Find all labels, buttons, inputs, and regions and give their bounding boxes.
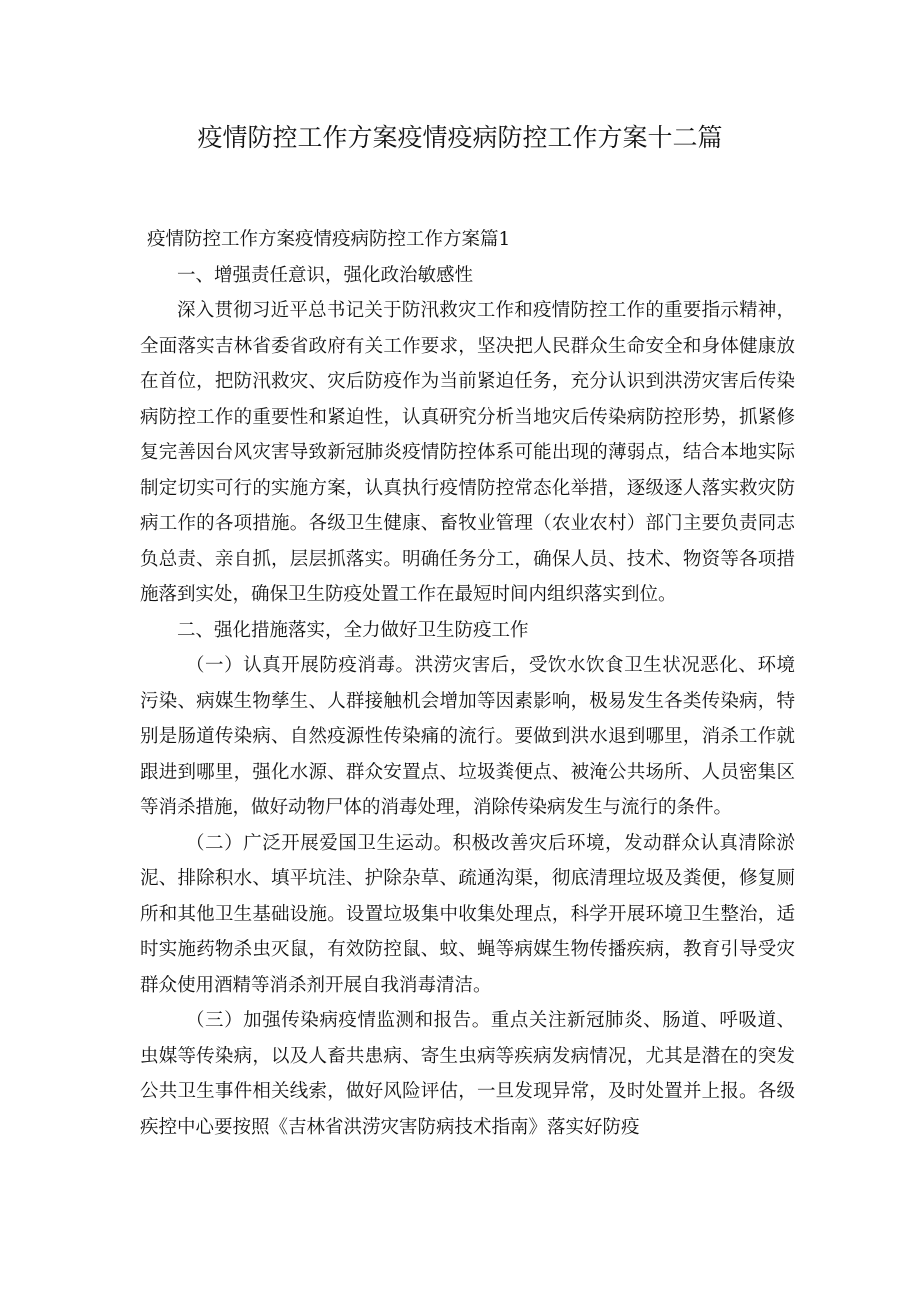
section-heading-2: 二、强化措施落实，全力做好卫生防疫工作 (177, 619, 529, 641)
paragraph-2: （一）认真开展防疫消毒。洪涝灾害后，受饮水饮食卫生状况恶化、环境污染、病媒生物孳生、人群接触机会增加等因素影响，极易发生各类传染病，特别是肠道传染病、自然疫源性传染痛的流行。要做到洪水退到哪里，消杀工作就跟进到哪里，强化水源、群众安置点、垃圾粪便点、被淹公共场所、人员密集区等消杀措施，做好动物尸体的消毒处理，消除传染病发生与流行的条件。 (140, 655, 795, 818)
paragraph-3: （二）广泛开展爱国卫生运动。积极改善灾后环境，发动群众认真清除淤泥、排除积水、填平坑洼、护除杂草、疏通沟渠，彻底清理垃圾及粪便，修复厕所和其他卫生基础设施。设置垃圾集中收集处理点，科学开展环境卫生整治，适时实施药物杀虫灭鼠，有效防控鼠、蚊、蝇等病媒生物传播疾病，教育引导受灾群众使用酒精等消杀剂开展自我消毒清洁。 (140, 832, 795, 996)
paragraph-4: （三）加强传染病疫情监测和报告。重点关注新冠肺炎、肠道、呼吸道、虫媒等传染病，以及人畜共患病、寄生虫病等疾病发病情况，尤其是潜在的突发公共卫生事件相关线索，做好风险评估，一旦发现异常，及时处置并上报。各级疾控中心要按照《吉林省洪涝灾害防病技术指南》落实好防疫 (140, 1010, 795, 1138)
paragraph-1: 深入贯彻习近平总书记关于防汛救灾工作和疫情防控工作的重要指示精神，全面落实吉林省委省政府有关工作要求，坚决把人民群众生命安全和身体健康放在首位，把防汛救灾、灾后防疫作为当前紧迫任务，充分认识到洪涝灾害后传染病防控工作的重要性和紧迫性，认真研究分析当地灾后传染病防控形势，抓紧修复完善因台风灾害导致新冠肺炎疫情防控体系可能出现的薄弱点，结合本地实际制定切实可行的实施方案，认真执行疫情防控常态化举措，逐级逐人落实救灾防病工作的各项措施。各级卫生健康、畜牧业管理（农业农村）部门主要负责同志负总责、亲自抓，层层抓落实。明确任务分工，确保人员、技术、物资等各项措施落到实处，确保卫生防疫处置工作在最短时间内组织落实到位。 (140, 300, 795, 605)
section-heading-1: 一、增强责任意识，强化政治敏感性 (177, 264, 474, 286)
document-title: 疫情防控工作方案疫情疫病防控工作方案十二篇 (197, 123, 723, 152)
section-subtitle: 疫情防控工作方案疫情疫病防控工作方案篇1 (147, 229, 511, 250)
document-body (140, 222, 795, 1145)
